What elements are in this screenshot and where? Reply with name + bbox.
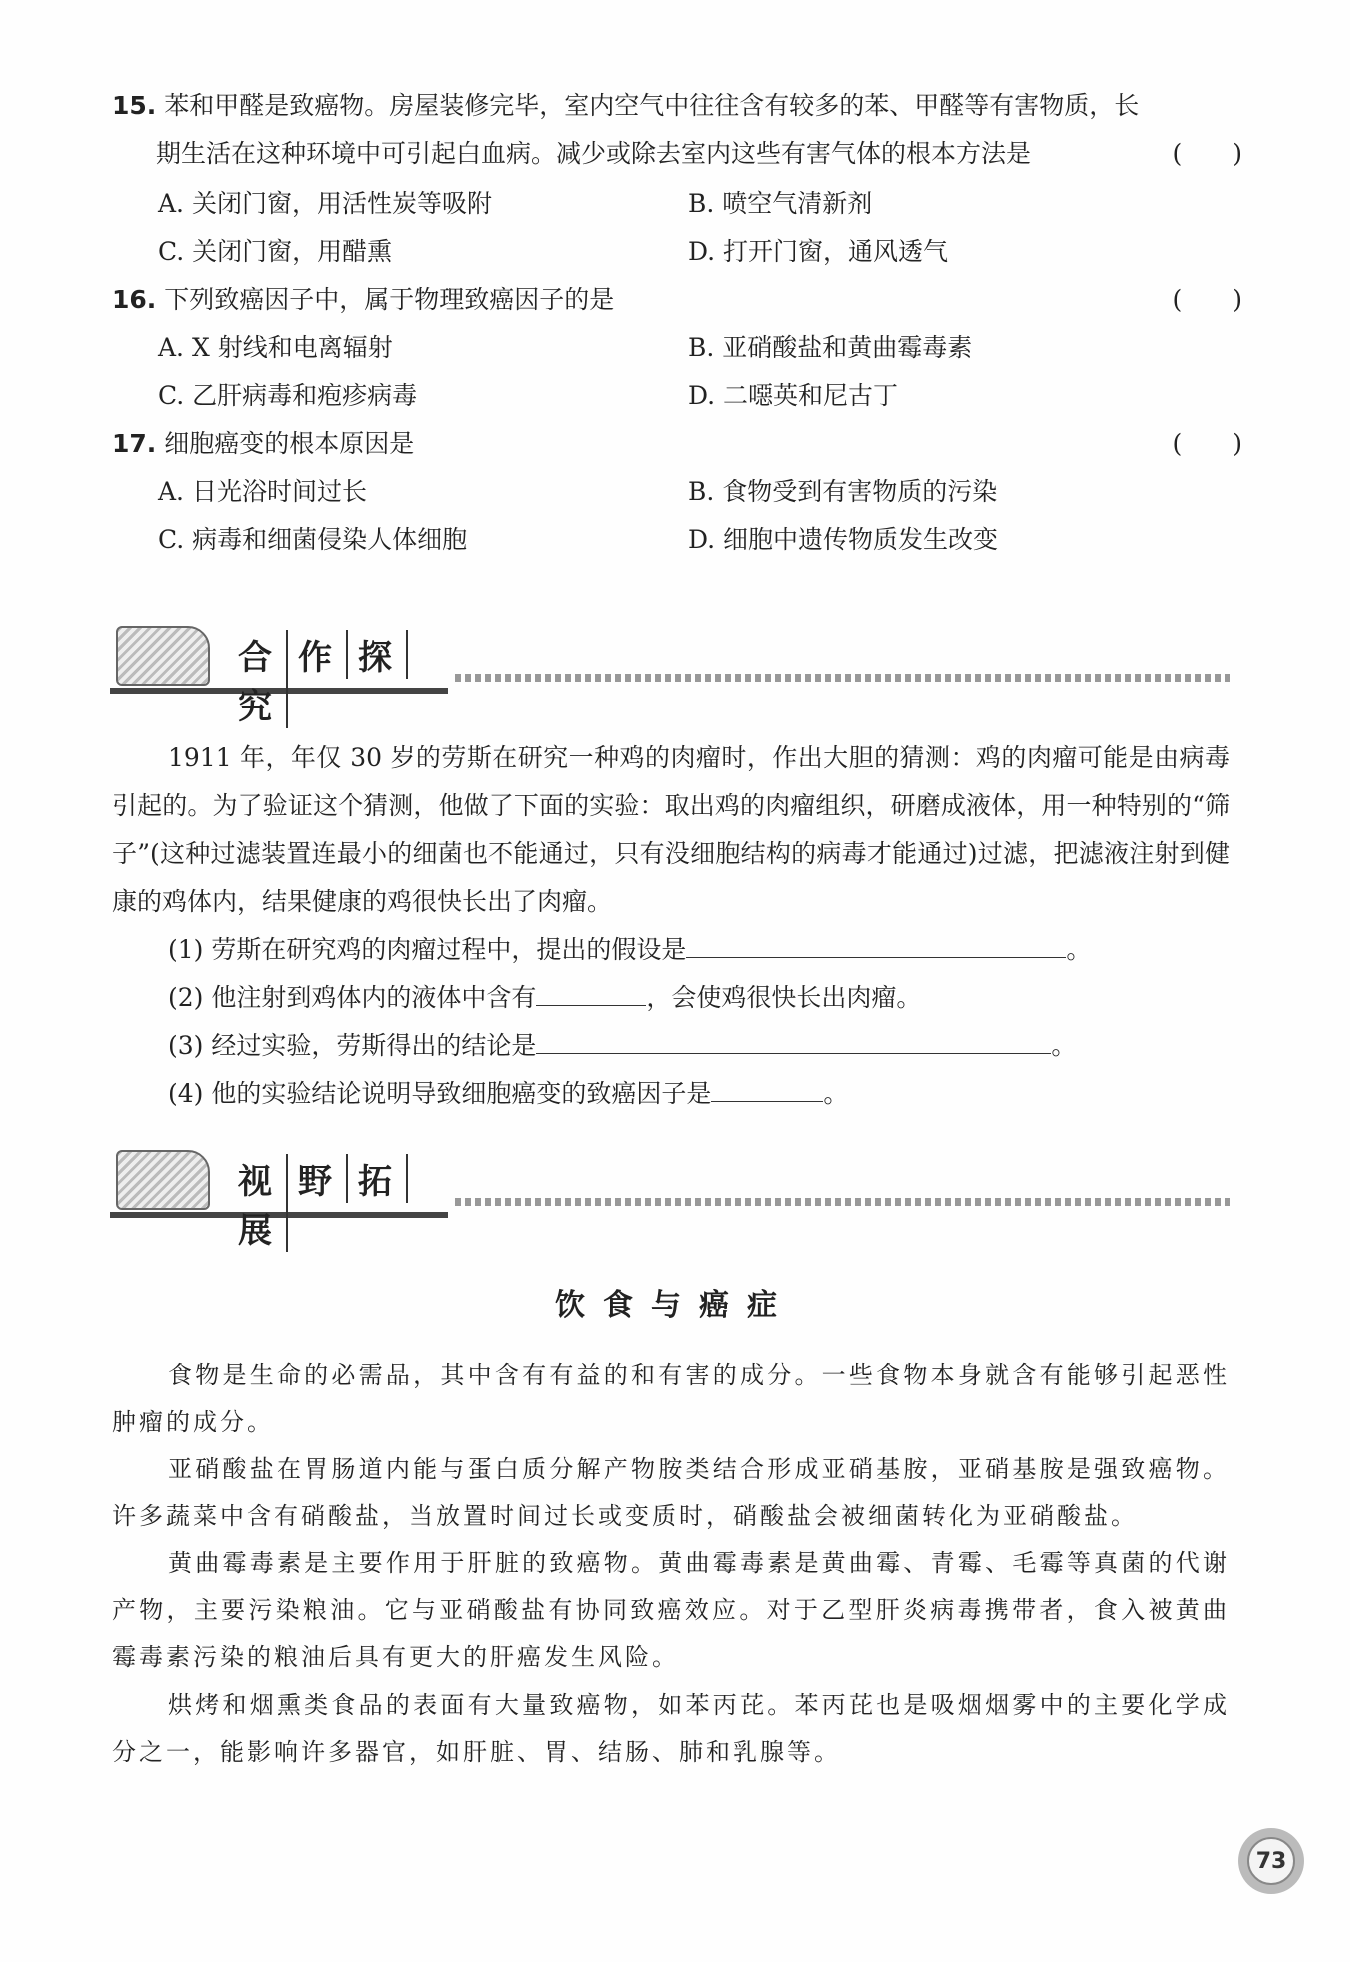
question-17 [112,420,1242,468]
essay-paragraph-4: 烘烤和烟熏类食品的表面有大量致癌物，如苯丙芘。苯丙芘也是吸烟烟雾中的主要化学成分之一，能影响许多器官，如肝脏、胃、结肠、肺和乳腺等。 [112,1691,1230,1766]
books-magnifier-icon [116,626,210,686]
question-16 [112,276,1242,324]
section-header-broaden-horizons [110,1146,1230,1251]
answer-blank[interactable] [536,975,646,1006]
section-badge [110,622,448,727]
answer-blank[interactable] [686,927,1066,958]
question-number: 17. [112,429,157,458]
essay-title: 饮食与癌症 [555,1288,795,1323]
answer-parentheses[interactable]: ( ) [1172,429,1242,458]
option-c[interactable]: C. 关闭门窗，用醋熏 [158,237,393,266]
question-number: 15. [112,91,157,120]
option-b[interactable]: B. 亚硝酸盐和黄曲霉毒素 [688,333,973,362]
section-title: 视 野 拓展 [228,1154,448,1252]
section-badge [110,1146,448,1251]
question-number: 16. [112,285,157,314]
option-a[interactable]: A. 关闭门窗，用活性炭等吸附 [158,189,492,218]
wavy-divider [455,674,1230,682]
option-a[interactable]: A. X 射线和电离辐射 [158,333,393,362]
option-c[interactable]: C. 病毒和细菌侵染人体细胞 [158,525,468,554]
essay-paragraph-3: 黄曲霉毒素是主要作用于肝脏的致癌物。黄曲霉毒素是黄曲霉、青霉、毛霉等真菌的代谢产物，主要污染粮油。它与亚硝酸盐有协同致癌效应。对于乙型肝炎病毒携带者，食入被黄曲霉毒素污染的粮油后具有更大的肝癌发生风险。 [112,1549,1230,1671]
question-text: 苯和甲醛是致癌物。房屋装修完毕，室内空气中往往含有较多的苯、甲醛等有害物质，长 [164,91,1140,120]
option-a[interactable]: A. 日光浴时间过长 [158,477,367,506]
page-number: 73 [1247,1837,1295,1885]
globe-books-icon [116,1150,210,1210]
fill-question-3: (3) 经过实验，劳斯得出的结论是 。 [168,1022,1076,1070]
fill-question-2: (2) 他注射到鸡体内的液体中含有 ，会使鸡很快长出肉瘤。 [168,974,921,1022]
page-number-badge [1238,1828,1304,1894]
answer-blank[interactable] [536,1023,1051,1054]
section-header-cooperative-inquiry [110,622,1230,727]
option-d[interactable]: D. 二噁英和尼古丁 [688,381,899,410]
question-text-continued: 期生活在这种环境中可引起白血病。减少或除去室内这些有害气体的根本方法是 [156,139,1032,168]
option-d[interactable]: D. 打开门窗，通风透气 [688,237,949,266]
question-15 [112,82,1242,178]
answer-parentheses[interactable]: ( ) [1172,285,1242,314]
answer-parentheses[interactable]: ( ) [1172,139,1242,168]
section-title: 合 作 探究 [228,630,448,728]
fill-question-4: (4) 他的实验结论说明导致细胞癌变的致癌因子是 。 [168,1070,848,1118]
essay-paragraph-2: 亚硝酸盐在胃肠道内能与蛋白质分解产物胺类结合形成亚硝基胺，亚硝基胺是强致癌物。许多蔬菜中含有硝酸盐，当放置时间过长或变质时，硝酸盐会被细菌转化为亚硝酸盐。 [112,1455,1230,1530]
question-text: 下列致癌因子中，属于物理致癌因子的是 [164,285,615,314]
fill-question-1: (1) 劳斯在研究鸡的肉瘤过程中，提出的假设是 。 [168,926,1091,974]
essay-paragraph-1: 食物是生命的必需品，其中含有有益的和有害的成分。一些食物本身就含有能够引起恶性肿瘤的成分。 [112,1361,1230,1436]
option-b[interactable]: B. 喷空气清新剂 [688,189,873,218]
experiment-paragraph: 1911 年，年仅 30 岁的劳斯在研究一种鸡的肉瘤时，作出大胆的猜测：鸡的肉瘤可能是由病毒引起的。为了验证这个猜测，他做了下面的实验：取出鸡的肉瘤组织，研磨成液体，用一种特别的“筛子”(这种过滤装置连最小的细菌也不能通过，只有没细胞结构的病毒才能通过)过滤，把滤液注射到健康的鸡体内，结果健康的鸡很快长出了肉瘤。 [112,743,1230,916]
answer-blank[interactable] [711,1071,823,1102]
option-b[interactable]: B. 食物受到有害物质的污染 [688,477,998,506]
question-text: 细胞癌变的根本原因是 [164,429,415,458]
option-c[interactable]: C. 乙肝病毒和疱疹病毒 [158,381,418,410]
wavy-divider [455,1198,1230,1206]
option-d[interactable]: D. 细胞中遗传物质发生改变 [688,525,999,554]
